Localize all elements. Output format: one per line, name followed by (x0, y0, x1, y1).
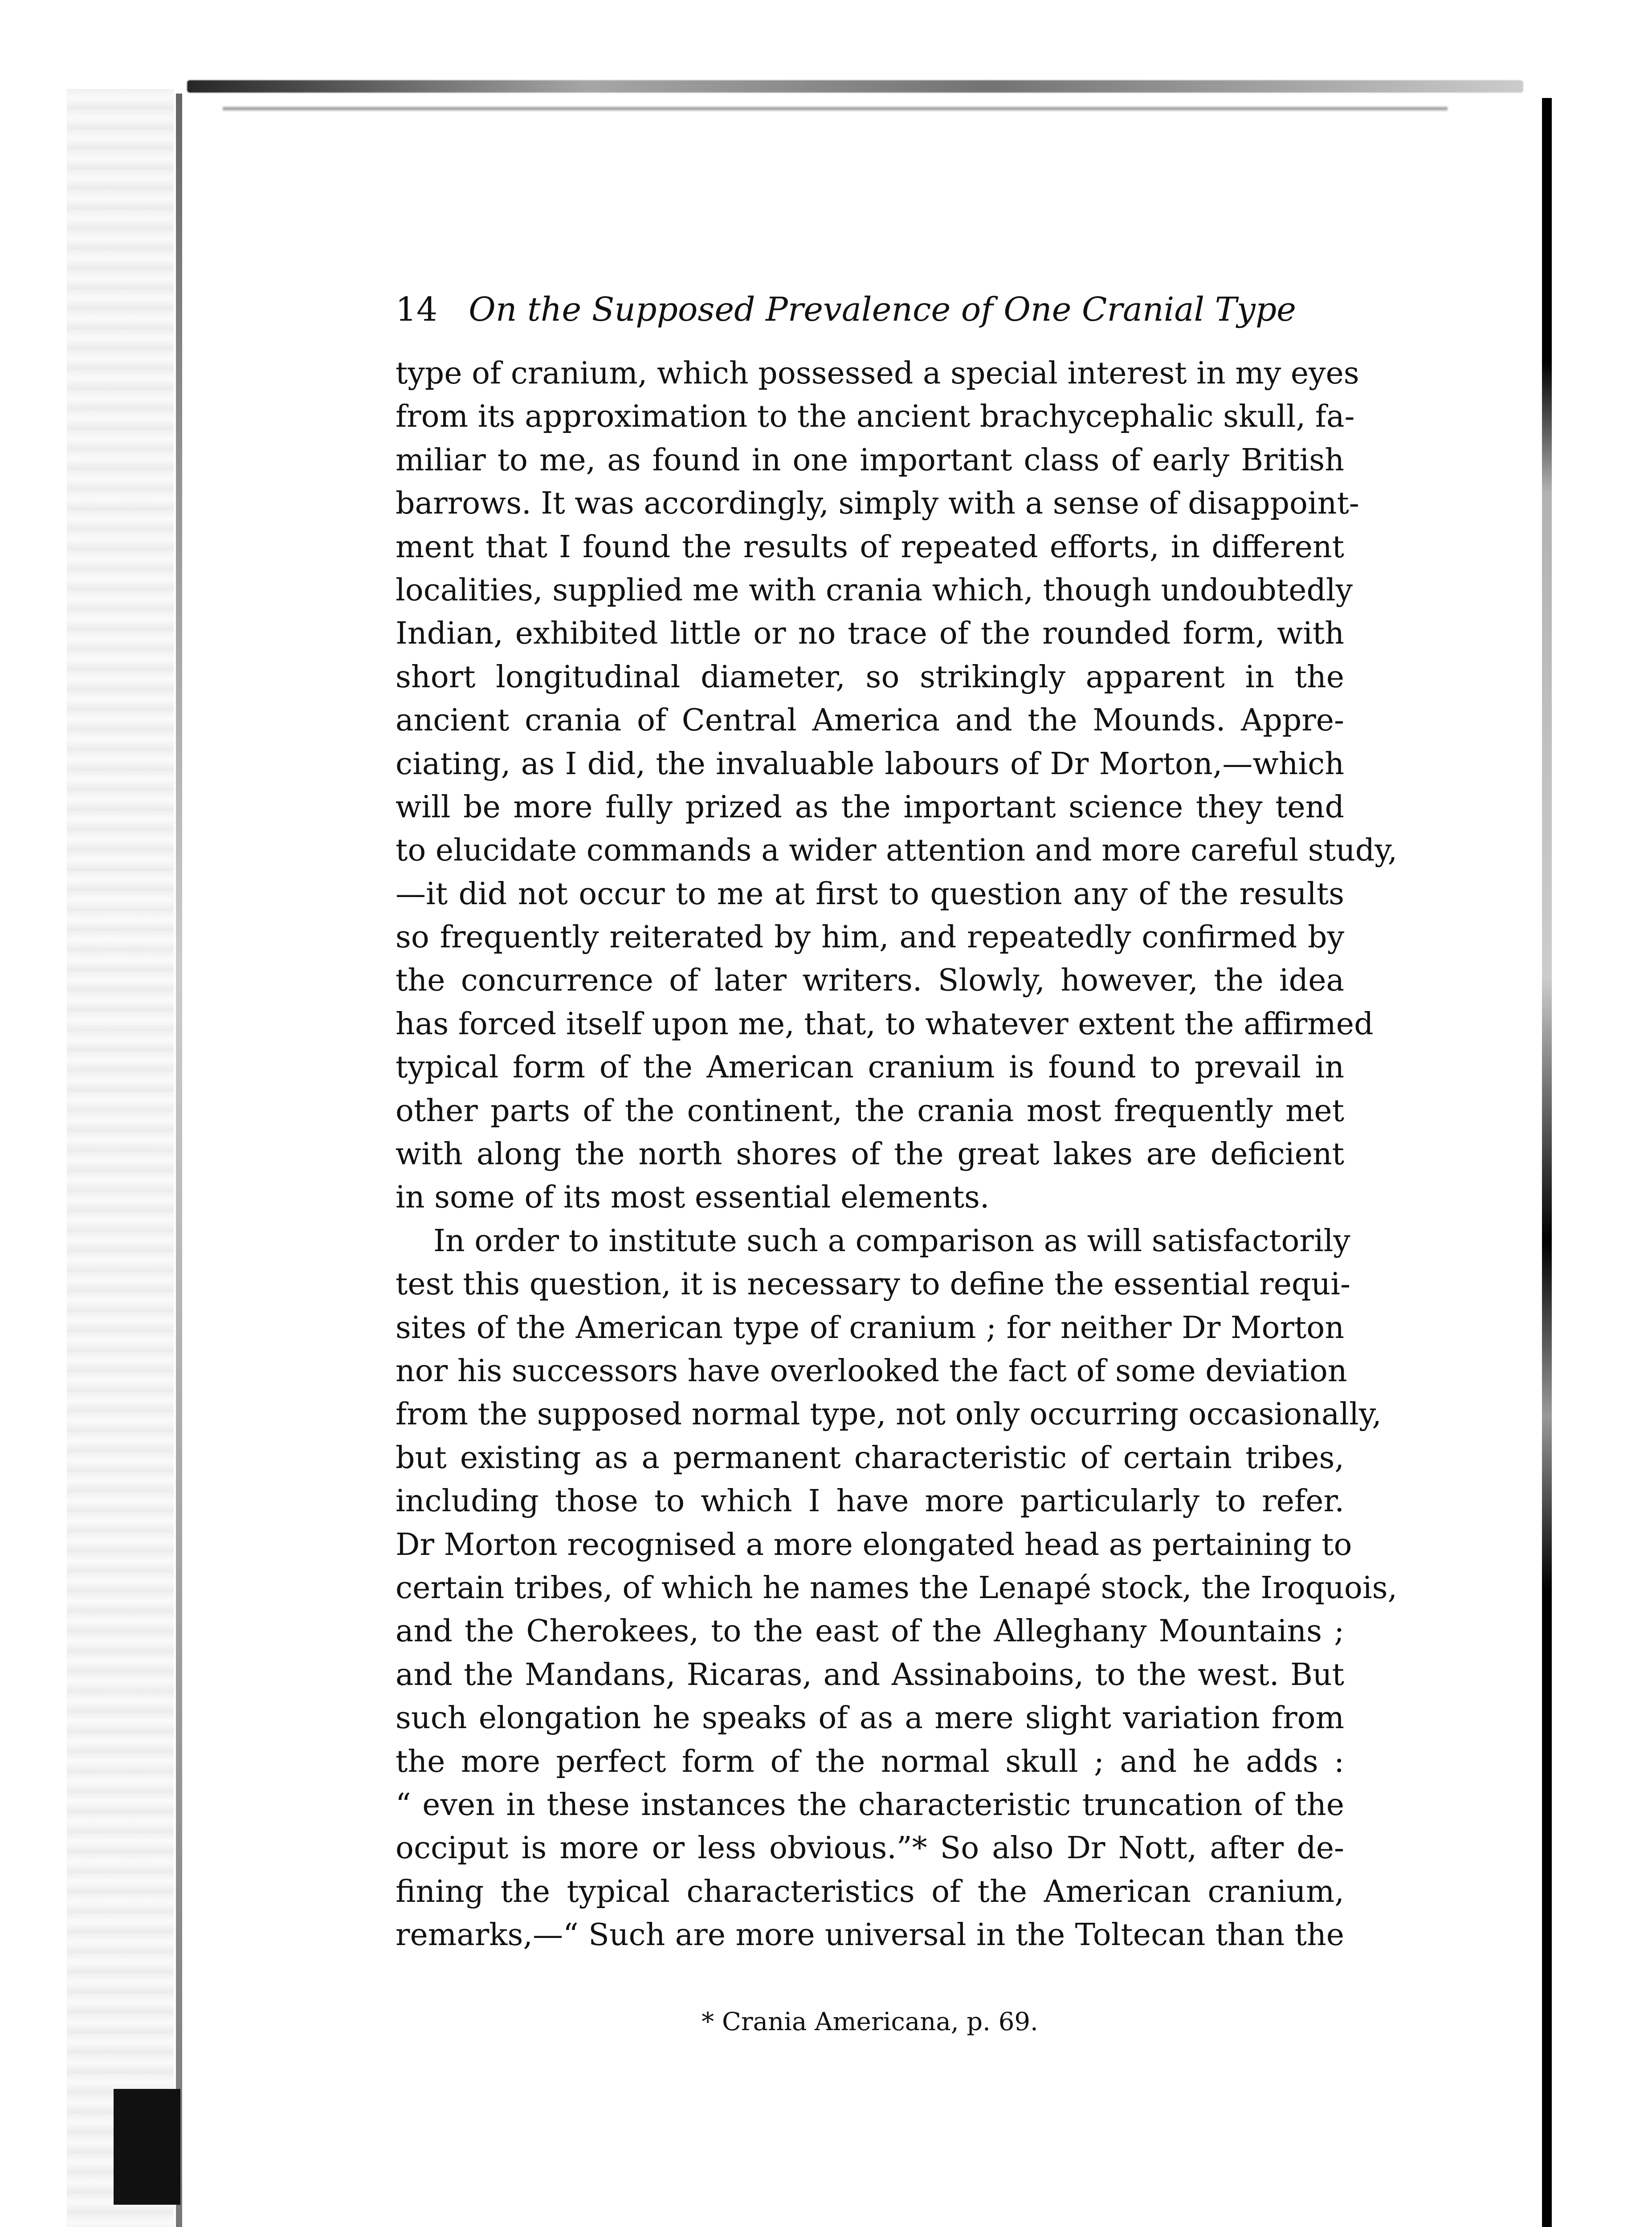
text-line: other parts of the continent, the crania most frequently met (396, 1093, 1344, 1129)
text-line: test this question, it is necessary to define the essential requi- (396, 1267, 1350, 1302)
text-line: remarks,—“ Such are more universal in the Toltecan than the (396, 1917, 1344, 1953)
text-line: In order to institute such a comparison as will satisfactorily (433, 1223, 1350, 1259)
text-line: typical form of the American cranium is found to prevail in (396, 1050, 1344, 1085)
text-line: the concurrence of later writers. Slowly, however, the idea (396, 963, 1344, 999)
page-number: 14 (396, 290, 438, 329)
scan-left-edge (176, 94, 182, 2227)
running-head (396, 285, 1344, 334)
text-line: ancient crania of Central America and the Mounds. Appre- (396, 703, 1344, 738)
scan-right-edge (1542, 98, 1552, 2227)
body-text (396, 352, 1398, 1957)
text-line: such elongation he speaks of as a mere slight variation from (396, 1701, 1344, 1736)
text-line: localities, supplied me with crania which, though undoubtedly (396, 572, 1353, 608)
text-line: nor his successors have overlooked the fact of some deviation (396, 1353, 1347, 1389)
scan-dark-corner (114, 2089, 180, 2205)
text-line: sites of the American type of cranium ; for neither Dr Morton (396, 1310, 1344, 1346)
text-line: Dr Morton recognised a more elongated head as pertaining to (396, 1527, 1352, 1562)
text-line: barrows. It was accordingly, simply with a sense of disappoint- (396, 486, 1359, 522)
paragraph-2 (396, 1220, 1398, 1957)
text-line: fining the typical characteristics of the American cranium, (396, 1874, 1344, 1909)
text-line: from its approximation to the ancient brachycephalic skull, fa- (396, 399, 1355, 435)
text-line: short longitudinal diameter, so strikingly apparent in the (396, 659, 1344, 695)
scan-binding-shadow (67, 89, 174, 2227)
text-line: so frequently reiterated by him, and repeatedly confirmed by (396, 920, 1344, 955)
text-line: —it did not occur to me at first to question any of the results (396, 876, 1344, 912)
text-line: will be more fully prized as the important science they tend (396, 789, 1344, 825)
text-line: occiput is more or less obvious.”* So also Dr Nott, after de- (396, 1831, 1344, 1866)
text-line: from the supposed normal type, not only occurring occasionally, (396, 1397, 1382, 1432)
scan-top-edge (187, 80, 1523, 93)
text-line: ment that I found the results of repeated efforts, in different (396, 529, 1344, 565)
text-line: to elucidate commands a wider attention and more careful study, (396, 833, 1398, 869)
text-line: ciating, as I did, the invaluable labours of Dr Morton,—which (396, 746, 1344, 782)
text-line: but existing as a permanent characteristic of certain tribes, (396, 1440, 1344, 1476)
text-line: has forced itself upon me, that, to whatever extent the affirmed (396, 1006, 1374, 1042)
paragraph-1 (396, 352, 1398, 1220)
scan-top-edge-shadow (223, 107, 1448, 110)
text-line: and the Cherokees, to the east of the Alleghany Mountains ; (396, 1614, 1344, 1649)
text-line: miliar to me, as found in one important class of early British (396, 442, 1344, 478)
text-line: in some of its most essential elements. (396, 1180, 990, 1215)
text-line: including those to which I have more particularly to refer. (396, 1484, 1344, 1519)
text-line: with along the north shores of the great lakes are deficient (396, 1137, 1344, 1172)
running-title: On the Supposed Prevalence of One Cranial Type (469, 290, 1296, 329)
text-line: “ even in these instances the characteristic truncation of the (396, 1787, 1344, 1823)
footnote: * Crania Americana, p. 69. (702, 2007, 1038, 2036)
text-line: type of cranium, which possessed a special interest in my eyes (396, 356, 1359, 391)
text-line: the more perfect form of the normal skull ; and he adds : (396, 1744, 1344, 1779)
text-line: and the Mandans, Ricaras, and Assinaboins, to the west. But (396, 1657, 1344, 1693)
text-line: Indian, exhibited little or no trace of the rounded form, with (396, 616, 1344, 652)
text-line: certain tribes, of which he names the Lenapé stock, the Iroquois, (396, 1570, 1398, 1606)
